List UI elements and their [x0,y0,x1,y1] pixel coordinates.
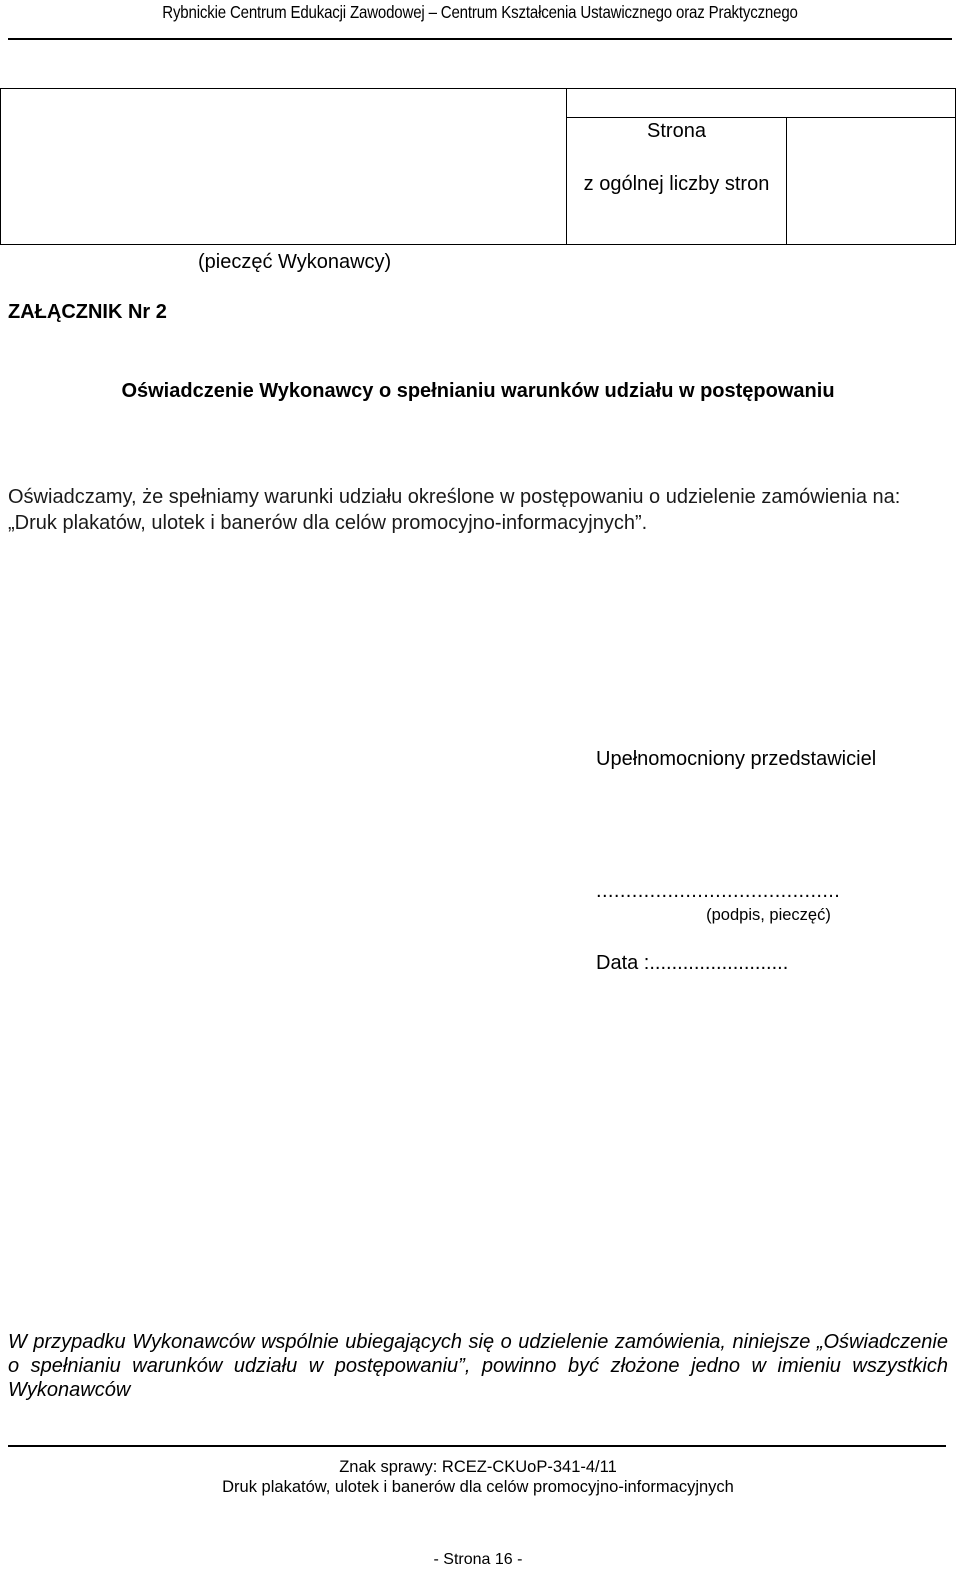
signature-caption: (podpis, pieczęć) [706,906,831,924]
page-box-column-divider [786,117,787,244]
page-count-box [566,88,956,245]
attachment-title: ZAŁĄCZNIK Nr 2 [8,301,167,323]
case-number: Znak sprawy: RCEZ-CKUoP-341-4/11 [339,1458,617,1476]
total-pages-label: z ogólnej liczby stron [583,173,770,195]
stamp-caption: (pieczęć Wykonawcy) [198,251,392,273]
joint-contractors-note: W przypadku Wykonawców wspólnie ubiegających się o udzielenie zamówienia, niniejsze „Oświadczenie o spełnianiu warunków udziału w postępowaniu”, powinno być złożone jedno w imieniu wszystkich Wykonawców [8,1331,948,1401]
footer-subject: Druk plakatów, ulotek i banerów dla celów promocyjno-informacyjnych [222,1478,734,1496]
document-header-title: Rybnickie Centrum Edukacji Zawodowej – Centrum Kształcenia Ustawicznego oraz Praktycznego [162,2,798,22]
declaration-title: Oświadczenie Wykonawcy o spełnianiu warunków udziału w postępowaniu [121,380,835,402]
page-number: - Strona 16 - [433,1551,523,1568]
signature-line: ......................................... [596,880,841,902]
header-divider [8,38,952,40]
footer-divider [8,1445,946,1447]
representative-label: Upełnomocniony przedstawiciel [596,748,877,770]
declaration-statement: Oświadczamy, że spełniamy warunki udziału określone w postępowaniu o udzielenie zamówienia na: „Druk plakatów, ulotek i banerów dla celów promocyjno-informacyjnych”. [8,486,901,534]
contractor-stamp-box [0,88,566,245]
date-field: Data :......................... [596,952,789,974]
page-label: Strona [647,120,706,142]
